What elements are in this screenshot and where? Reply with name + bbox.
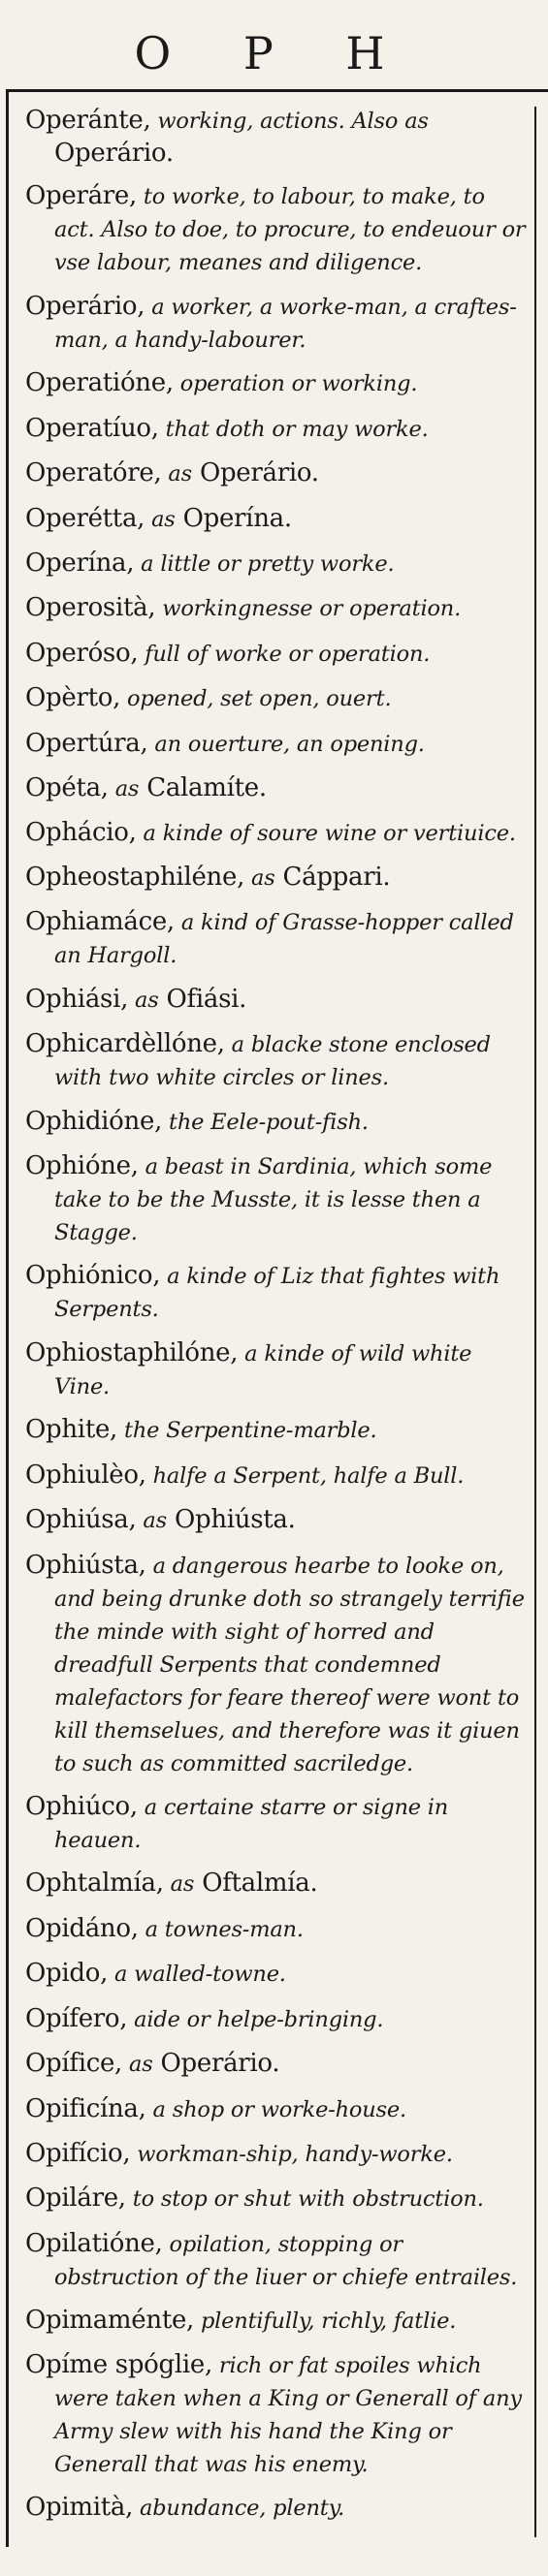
entry-definition: a dangerous hearbe to looke on, and being drunke doth so strangely terrifie the minde with sight of horred and dreadfull Serpents that condemned malefactors for feare thereof were wont to kill themselues, and therefore was it giuen to such as committed sacriledge.: [54, 1553, 525, 1776]
entry-definition: a beast in Sardinia, which some take to be the Musste, it is lesse then a Stagge.: [54, 1154, 493, 1246]
dictionary-entry: [25, 1106, 530, 1139]
dictionary-entry: [25, 2305, 530, 2338]
entry-headword: Ophite,: [25, 1415, 118, 1445]
entry-headword: Ophióne,: [25, 1151, 139, 1181]
entry-headword: Opiláre,: [25, 2183, 126, 2214]
entry-definition: as: [136, 1508, 167, 1534]
entry-headword: Operário,: [25, 291, 145, 321]
right-column-rule: [534, 107, 536, 2537]
entry-definition: as: [145, 506, 176, 532]
entry-definition: as: [122, 2052, 153, 2078]
dictionary-entry: [25, 984, 530, 1017]
dictionary-entry: [25, 291, 530, 357]
entry-headword: Operánte,: [25, 106, 151, 135]
entry-definition: workman-ship, handy-worke.: [130, 2141, 453, 2167]
entry-definition: a townes-man.: [138, 1916, 304, 1942]
dictionary-entry: [25, 1791, 530, 1857]
dictionary-entry: [25, 548, 530, 581]
entry-definition: operation or working.: [173, 371, 418, 397]
dictionary-entry: [25, 817, 530, 850]
entry-headword: Operatóre,: [25, 458, 162, 488]
entry-definition: the Serpentine-marble.: [117, 1418, 377, 1444]
entry-definition: abundance, plenty.: [133, 2496, 345, 2522]
entry-headword: Opificína,: [25, 2093, 146, 2123]
running-head: O P H: [134, 27, 414, 79]
dictionary-entry: [25, 2492, 530, 2525]
dictionary-entry: [25, 682, 530, 715]
entry-headword: Ophiónico,: [25, 1261, 161, 1291]
entry-headword: Operétta,: [25, 503, 145, 533]
entry-definition: to stop or shut with obstruction.: [125, 2186, 484, 2213]
entry-definition: the Eele-pout-fish.: [162, 1109, 369, 1135]
entry-headword: Opéta,: [25, 773, 109, 803]
entry-headword: Ophiústa,: [25, 1550, 146, 1580]
dictionary-entry: [25, 2138, 530, 2171]
dictionary-entry: [25, 1150, 530, 1249]
page-header: [0, 0, 548, 93]
entry-definition: plentifully, richly, fatlie.: [194, 2309, 457, 2335]
entry-headword: Ophtalmía,: [25, 1869, 164, 1899]
entry-definition: as: [128, 987, 159, 1013]
entry-definition: workingnesse or operation.: [155, 596, 462, 622]
entry-cross-reference: Operína.: [175, 503, 292, 533]
dictionary-entry: [25, 367, 530, 400]
entry-headword: Opífero,: [25, 2003, 128, 2033]
entry-cross-reference: Ofiási.: [158, 984, 247, 1014]
entry-definition: a kind of Grasse-hopper called an Hargoll.: [54, 910, 514, 969]
entry-cross-reference: Cáppari.: [274, 862, 391, 892]
entry-headword: Operína,: [25, 548, 135, 578]
entry-definition: as: [163, 1871, 195, 1898]
entry-headword: Opèrto,: [25, 683, 121, 713]
entry-headword: Opimaménte,: [25, 2306, 195, 2336]
dictionary-entry: [25, 1260, 530, 1326]
entry-definition: full of worke or operation.: [138, 641, 431, 667]
dictionary-entry: [25, 1868, 530, 1901]
dictionary-entry: [25, 592, 530, 625]
dictionary-entry: [25, 728, 530, 761]
entry-cross-reference: Calamíte.: [139, 773, 267, 803]
entry-definition: as: [108, 776, 140, 802]
entry-definition: a worker, a worke-man, a craftes-man, a handy-labourer.: [54, 294, 517, 353]
entry-headword: Opheostaphiléne,: [25, 862, 245, 892]
entry-headword: Ophiúsa,: [25, 1505, 137, 1535]
entry-definition: to worke, to labour, to make, to act. Also to doe, to procure, to endeuour or vse labour, meanes and diligence.: [54, 184, 526, 276]
entry-cross-reference: Oftalmía.: [194, 1869, 318, 1899]
entry-headword: Opidáno,: [25, 1913, 139, 1943]
entry-definition: as: [161, 461, 192, 487]
dictionary-entry: [25, 1460, 530, 1492]
entry-headword: Opertúra,: [25, 728, 148, 758]
dictionary-entry: [25, 1958, 530, 1991]
header-rule: [6, 89, 548, 92]
dictionary-entry: [25, 2048, 530, 2081]
entry-definition: a kinde of Liz that fightes with Serpents.: [54, 1264, 500, 1323]
entry-headword: Operatióne,: [25, 368, 174, 398]
entry-cross-reference: Operário.: [152, 2049, 280, 2079]
entry-definition: halfe a Serpent, halfe a Bull.: [145, 1462, 465, 1489]
entry-headword: Ophiúco,: [25, 1791, 138, 1821]
entry-cross-reference: Operário.: [54, 139, 174, 168]
entry-cross-reference: Operário.: [191, 458, 319, 488]
dictionary-entry: [25, 1337, 530, 1403]
dictionary-entry: [25, 862, 530, 895]
dictionary-entry: [25, 2228, 530, 2294]
entry-headword: Ophiási,: [25, 984, 129, 1014]
entry-headword: Operosità,: [25, 593, 156, 623]
entry-headword: Ophiamáce,: [25, 907, 175, 937]
entry-definition: an ouerture, an opening.: [147, 731, 425, 757]
entry-definition: opened, set open, ouert.: [120, 686, 392, 712]
dictionary-entry: [25, 413, 530, 446]
dictionary-entry: [25, 1504, 530, 1537]
entry-headword: Opilatióne,: [25, 2228, 163, 2258]
entry-headword: Operáre,: [25, 181, 137, 211]
entry-headword: Opíme spóglie,: [25, 2349, 212, 2379]
entry-headword: Opido,: [25, 1959, 109, 1989]
entry-definition: working, actions. Also as: [150, 109, 429, 134]
entry-definition: a blacke stone enclosed with two white circles or lines.: [54, 1032, 491, 1091]
entry-definition: a shop or worke-house.: [145, 2096, 406, 2122]
entry-definition: a kinde of soure wine or vertiuice.: [136, 821, 516, 847]
dictionary-column: [25, 105, 530, 2536]
entry-definition: that doth or may worke.: [158, 416, 429, 442]
entry-definition: a certaine starre or signe in heauen.: [54, 1794, 449, 1853]
entry-definition: a kinde of wild white Vine.: [54, 1340, 472, 1399]
dictionary-entry: [25, 2003, 530, 2036]
dictionary-entry: [25, 1028, 530, 1094]
entry-headword: Ophiulèo,: [25, 1460, 146, 1490]
entry-headword: Operatíuo,: [25, 413, 159, 443]
entry-headword: Ophidióne,: [25, 1106, 163, 1136]
dictionary-entry: [25, 2093, 530, 2126]
dictionary-entry: [25, 503, 530, 536]
entry-definition: opilation, stopping or obstruction of the liuer or chiefe entrailes.: [54, 2231, 518, 2290]
dictionary-entry: [25, 2349, 530, 2481]
dictionary-entry: [25, 457, 530, 490]
dictionary-entry: [25, 1913, 530, 1946]
dictionary-entry: [25, 906, 530, 972]
dictionary-entry: [25, 2183, 530, 2215]
dictionary-entry: [25, 105, 530, 170]
entry-cross-reference: Ophiústa.: [167, 1505, 296, 1535]
entry-headword: Ophiostaphilóne,: [25, 1337, 239, 1367]
dictionary-entry: [25, 772, 530, 805]
entry-definition: rich or fat spoiles which were taken when a King or Generall of any Army slew with his hand the King or Generall that was his enemy.: [54, 2352, 522, 2477]
entry-definition: aide or helpe-bringing.: [127, 2006, 384, 2032]
dictionary-entry: [25, 638, 530, 671]
dictionary-entry: [25, 1414, 530, 1447]
entry-headword: Ophicardèllóne,: [25, 1029, 225, 1059]
entry-headword: Opifício,: [25, 2138, 131, 2168]
dictionary-entry: [25, 180, 530, 279]
entry-headword: Opimità,: [25, 2493, 134, 2523]
entry-headword: Operóso,: [25, 638, 139, 668]
entry-headword: Ophácio,: [25, 818, 137, 848]
entry-definition: a walled-towne.: [108, 1962, 286, 1988]
entry-definition: a little or pretty worke.: [134, 550, 395, 577]
left-column-rule: [6, 89, 9, 2547]
entry-definition: as: [244, 864, 275, 891]
entry-headword: Opífice,: [25, 2049, 123, 2079]
dictionary-entry: [25, 1550, 530, 1780]
